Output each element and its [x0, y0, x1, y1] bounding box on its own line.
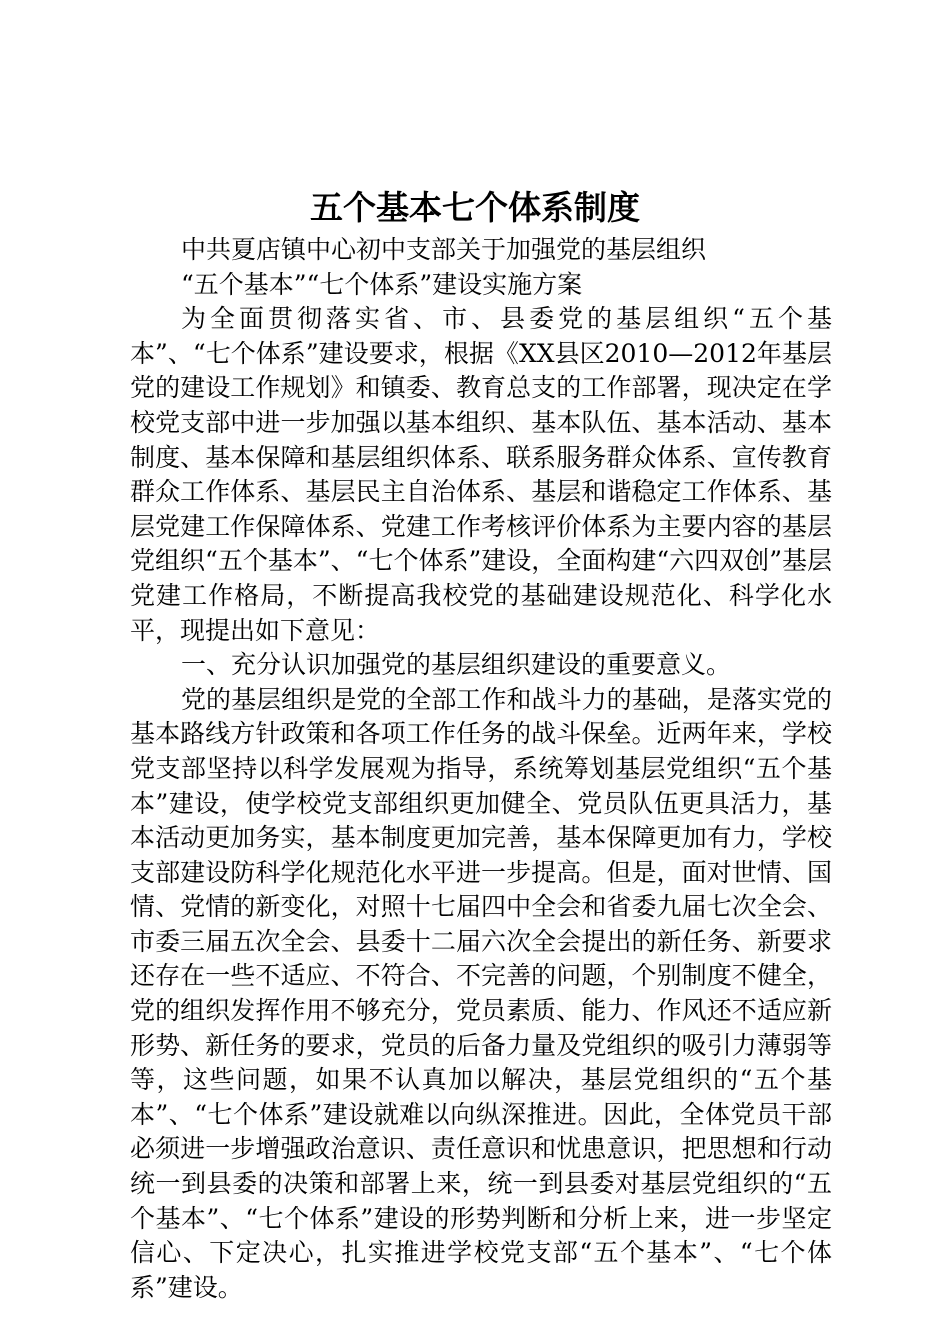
- heading-line-1: 中共夏店镇中心初中支部关于加强党的基层组织: [181, 235, 707, 264]
- heading-line-2: “五个基本”“七个体系”建设实施方案: [181, 269, 583, 299]
- section-1-paragraph: 党的基层组织是党的全部工作和战斗力的基础，是落实党的基本路线方针政策和各项工作任务的战斗保垒。近两年来，学校党支部坚持以科学发展观为指导，系统筹划基层党组织“五个基本”建设，使学校党支部组织更加健全、党员队伍更具活力，基本活动更加务实，基本制度更加完善，基本保障更加有力，学校支部建设防科学化规范化水平进一步提高。但是，面对世情、国情、党情的新变化，对照十七届四中全会和省委九届七次全会、市委三届五次全会、县委十二届六次全会提出的新任务、新要求还存在一些不适应、不符合、不完善的问题，个别制度不健全，党的组织发挥作用不够充分，党员素质、能力、作风还不适应新形势、新任务的要求，党员的后备力量及党组织的吸引力薄弱等等，这些问题，如果不认真加以解决，基层党组织的“五个基本”、“七个体系”建设就难以向纵深推进。因此，全体党员干部必须进一步增强政治意识、责任意识和忧患意识，把思想和行动统一到县委的决策和部署上来，统一到县委对基层党组织的“五个基本”、“七个体系”建设的形势判断和分析上来，进一步坚定信心、下定决心，扎实推进学校党支部“五个基本”、“七个体系”建设。: [130, 684, 832, 1302]
- intro-paragraph: 为全面贯彻落实省、市、县委党的基层组织“五个基本”、“七个体系”建设要求，根据《XX县区2010—2012年基层党的建设工作规划》和镇委、教育总支的工作部署，现决定在学校党支部中进一步加强以基本组织、基本队伍、基本活动、基本制度、基本保障和基层组织体系、联系服务群众体系、宣传教育群众工作体系、基层民主自治体系、基层和谐稳定工作体系、基层党建工作保障体系、党建工作考核评价体系为主要内容的基层党组织“五个基本”、“七个体系”建设，全面构建“六四双创”基层党建工作格局，不断提高我校党的基础建设规范化、科学化水平，现提出如下意见：: [130, 304, 832, 645]
- document-title: 五个基本七个体系制度: [310, 188, 640, 227]
- section-heading-1: 一、充分认识加强党的基层组织建设的重要意义。: [181, 650, 732, 680]
- document-body: [130, 233, 832, 1305]
